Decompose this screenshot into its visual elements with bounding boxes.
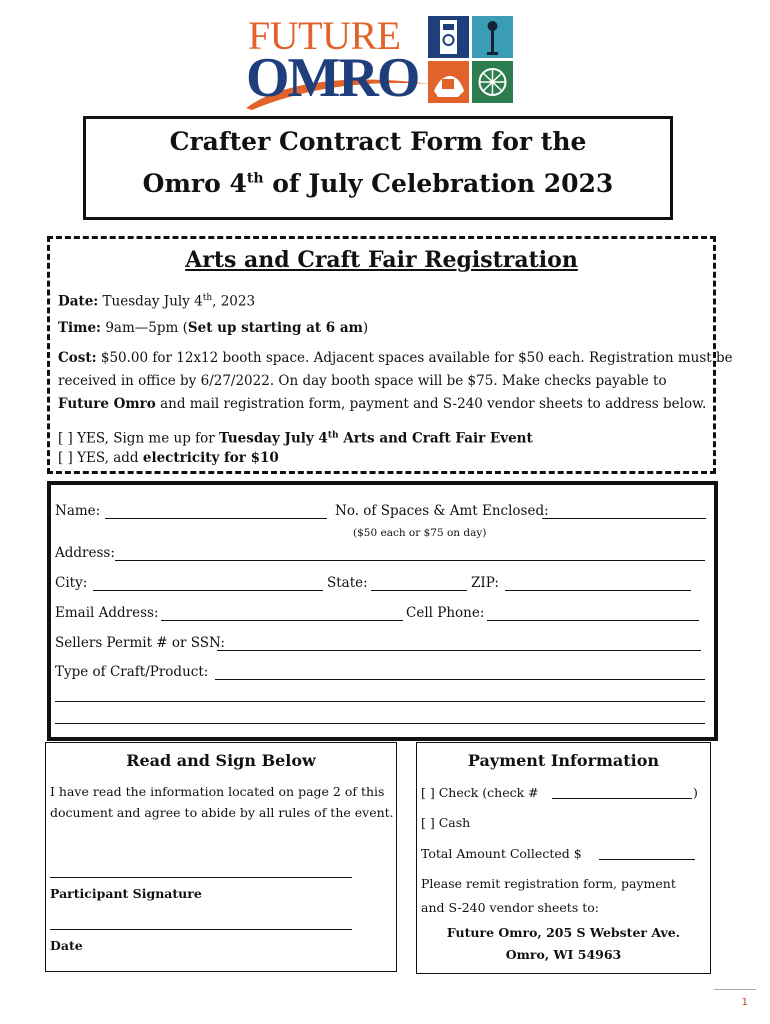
name-field[interactable] [105, 518, 327, 519]
craft-type-field-line-3[interactable] [55, 723, 705, 724]
cash-payment-checkbox[interactable]: [ ] Cash [421, 815, 471, 830]
logo-word-future: FUTURE [248, 13, 401, 58]
remit-instructions-line-2: and S-240 vendor sheets to: [421, 900, 599, 915]
future-omro-logo [244, 13, 516, 109]
page-title-line-2: Omro 4th of July Celebration 2023 [142, 169, 614, 198]
page-title-line-1: Crafter Contract Form for the [169, 127, 587, 156]
agreement-text-line-2: document and agree to abide by all rules of the event. [50, 805, 394, 820]
payment-info-box [416, 742, 711, 974]
check-number-field[interactable] [552, 798, 692, 799]
logo-tiles [428, 16, 514, 104]
mailing-address-line-1: Future Omro, 205 S Webster Ave. [446, 925, 681, 940]
zip-label: ZIP: [471, 575, 499, 591]
check-payment-checkbox[interactable]: [ ] Check (check # [421, 785, 539, 800]
state-label: State: [327, 575, 368, 591]
remit-instructions-line-1: Please remit registration form, payment [421, 876, 676, 891]
city-label: City: [55, 575, 88, 591]
logo-word-omro: OMRO [246, 47, 419, 109]
logo-tile-figure-icon [428, 61, 469, 103]
cost-line-1: Cost: $50.00 for 12x12 booth space. Adjacent spaces available for $50 each. Registration must be [58, 350, 733, 366]
signature-box-title: Read and Sign Below [126, 751, 316, 770]
registration-info-box [47, 236, 733, 474]
cost-line-2: received in office by 6/27/2022. On day booth space will be $75. Make checks payable to [58, 373, 667, 389]
title-box [83, 116, 673, 220]
cell-phone-label: Cell Phone: [406, 605, 485, 621]
option-electricity-checkbox[interactable]: [ ] YES, add electricity for $10 [58, 450, 279, 466]
participant-signature-field[interactable] [50, 877, 352, 878]
address-label: Address: [55, 545, 115, 561]
address-field[interactable] [115, 560, 705, 561]
participant-signature-label: Participant Signature [50, 886, 202, 901]
registration-title: Arts and Craft Fair Registration [185, 247, 578, 273]
event-date: Date: Tuesday July 4th, 2023 [58, 293, 256, 310]
check-number-close: ) [693, 785, 698, 800]
agreement-text-line-1: I have read the information located on page 2 of this [50, 784, 385, 799]
signature-date-label: Date [50, 938, 83, 953]
city-field[interactable] [93, 590, 323, 591]
mailing-address-line-2: Omro, WI 54963 [505, 947, 622, 962]
cell-phone-field[interactable] [487, 620, 699, 621]
registration-form [47, 481, 718, 741]
event-time: Time: 9am—5pm (Set up starting at 6 am) [58, 320, 369, 336]
cost-line-3: Future Omro and mail registration form, payment and S-240 vendor sheets to address below. [58, 396, 707, 412]
email-label: Email Address: [55, 605, 159, 621]
logo-tile-clock-icon [428, 16, 469, 58]
signature-box [45, 742, 397, 972]
total-amount-field[interactable] [599, 859, 695, 860]
spaces-price-note: ($50 each or $75 on day) [353, 527, 487, 539]
email-field[interactable] [161, 620, 403, 621]
sellers-permit-label: Sellers Permit # or SSN: [55, 635, 225, 651]
spaces-amount-field[interactable] [542, 518, 706, 519]
page-number: 1 [741, 997, 748, 1008]
payment-box-title: Payment Information [467, 751, 660, 770]
total-amount-label: Total Amount Collected $ [421, 846, 582, 861]
craft-type-field[interactable] [215, 679, 705, 680]
craft-type-label: Type of Craft/Product: [55, 664, 209, 680]
spaces-label: No. of Spaces & Amt Enclosed: [335, 503, 549, 519]
craft-type-field-line-2[interactable] [55, 701, 705, 702]
state-field[interactable] [371, 590, 467, 591]
sellers-permit-field[interactable] [217, 650, 701, 651]
zip-field[interactable] [505, 590, 691, 591]
option-arts-craft-fair-checkbox[interactable]: [ ] YES, Sign me up for Tuesday July 4th Arts and Craft Fair Event [58, 430, 533, 447]
name-label: Name: [55, 503, 101, 519]
signature-date-field[interactable] [50, 929, 352, 930]
logo-tile-lamp-icon [472, 16, 513, 58]
page-number-rule [714, 989, 756, 990]
logo-tile-wheel-icon [472, 61, 513, 103]
